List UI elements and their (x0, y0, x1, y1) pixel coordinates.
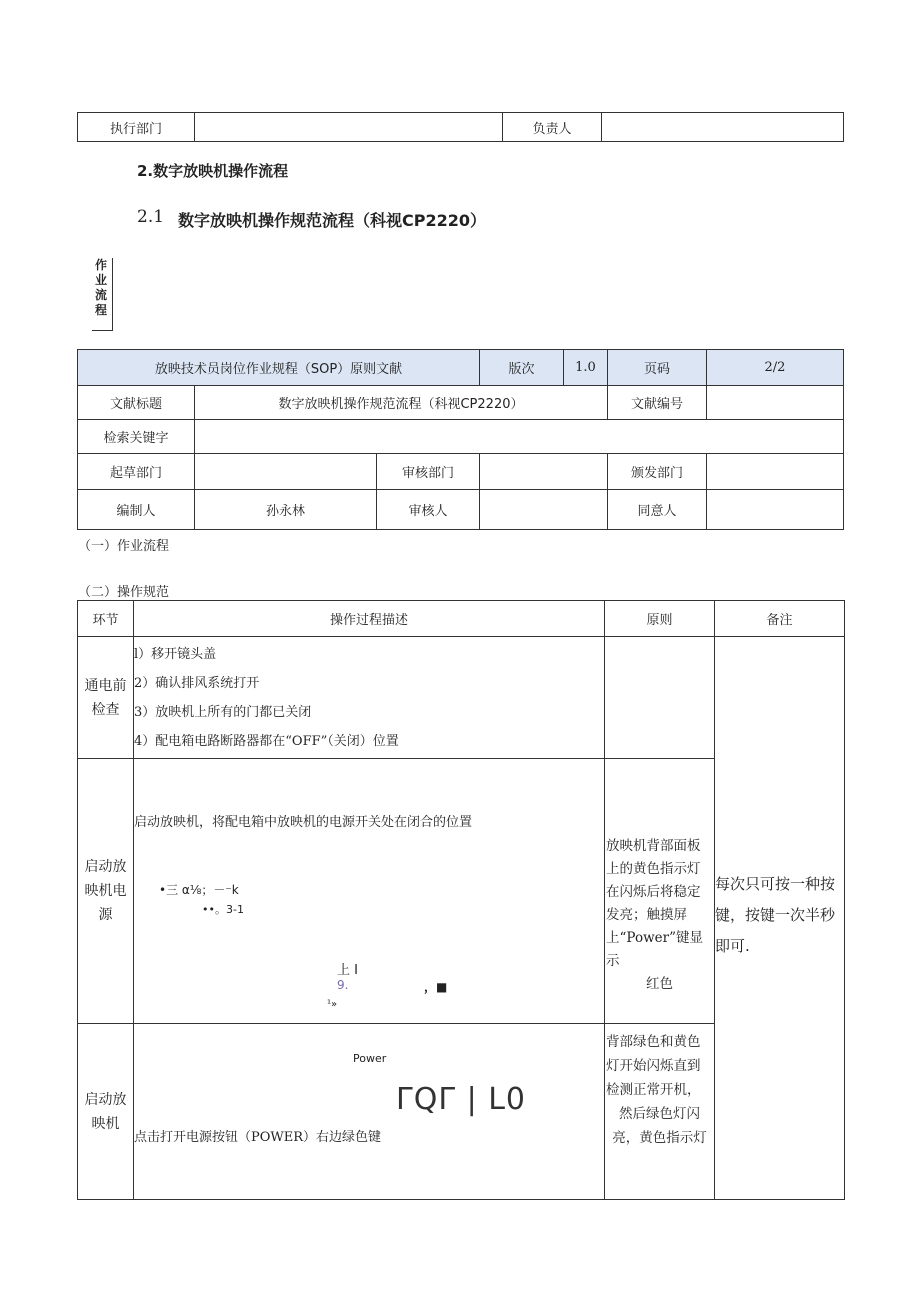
version-value: 1.0 (564, 350, 608, 386)
doc-no-value (707, 386, 844, 420)
side-label-box (92, 258, 113, 331)
section-2-title: （二）操作规范 (78, 585, 170, 600)
row1-item: 2）确认排风系统打开 (134, 676, 260, 691)
row1-item: 4）配电箱电路断路器都在“OFF”（关闭）位置 (134, 734, 399, 749)
exec-dept-value (195, 113, 503, 142)
note-text: 每次只可按一种按键，按键一次半秒即可. (715, 875, 836, 955)
owner-value (602, 113, 844, 142)
page-label: 页码 (608, 350, 707, 386)
header-principle: 原则 (605, 601, 715, 637)
reviewer-label: 审核人 (377, 490, 480, 530)
row2-garble-3: 上 I (337, 963, 358, 978)
draft-dept-label: 起草部门 (78, 454, 195, 490)
row2-step: 启动放映机电源 (78, 759, 134, 1024)
row1-desc (134, 637, 605, 759)
row2-principle (605, 759, 715, 1024)
review-dept-label: 审核部门 (377, 454, 480, 490)
row1-principle (605, 637, 715, 759)
row2-principle-text: 放映机背部面板上的黄色指示灯在闪烁后将稳定发亮；触摸屏上“Power”键显示 (606, 838, 703, 969)
header-desc: 操作过程描述 (134, 601, 605, 637)
top-table (77, 112, 844, 142)
approver-value (707, 490, 844, 530)
row3-desc (134, 1024, 605, 1200)
note-cell (715, 637, 845, 1200)
row2-principle-tail: 红色 (646, 976, 673, 992)
row3-power-label: Power (353, 1052, 387, 1065)
owner-label: 负责人 (503, 113, 602, 142)
approver-label: 同意人 (608, 490, 707, 530)
keyword-value (195, 420, 844, 454)
editor-value: 孙永林 (195, 490, 377, 530)
row3-power-logo: ΓQΓ | L0 (396, 1082, 527, 1117)
row3-principle-line: 灯开始闪烁直到 (606, 1058, 701, 1074)
row2-garble-4: 9. (337, 978, 349, 992)
reviewer-value (480, 490, 608, 530)
header-note: 备注 (715, 601, 845, 637)
row2-garble-5: ，■ (424, 980, 448, 994)
keyword-label: 检索关键字 (78, 420, 195, 454)
row1-step: 通电前检查 (78, 637, 134, 759)
doc-type: 放映技术员岗位作业规程（SOP）原则文献 (78, 350, 480, 386)
header-step: 环节 (78, 601, 134, 637)
heading-sub-text: 数字放映机操作规范流程（科视CP2220） (178, 211, 487, 230)
issue-dept-value (707, 454, 844, 490)
review-dept-value (480, 454, 608, 490)
heading-main: 2.数字放映机操作流程 (137, 162, 289, 180)
row1-item: 3）放映机上所有的门都已关闭 (134, 705, 312, 720)
row2-garble-2: ••。3-1 (202, 903, 244, 916)
row3-principle-line: 背部绿色和黄色 (606, 1034, 701, 1050)
row3-principle-line: 检测正常开机， (606, 1082, 701, 1098)
row3-principle (605, 1024, 715, 1200)
row1-item: l）移开镜头盖 (134, 647, 217, 662)
exec-dept-label: 执行部门 (78, 113, 195, 142)
doc-no-label: 文献编号 (608, 386, 707, 420)
issue-dept-label: 颁发部门 (608, 454, 707, 490)
title-label: 文献标题 (78, 386, 195, 420)
heading-sub-num: 2.1 (137, 207, 165, 227)
info-table (77, 349, 844, 530)
row3-step: 启动放映机 (78, 1024, 134, 1200)
row2-desc-text: 启动放映机，将配电箱中放映机的电源开关处在闭合的位置 (134, 815, 473, 830)
row3-principle-line: 亮，黄色指示灯 (612, 1130, 707, 1146)
row3-desc-text: 点击打开电源按钮（POWER）右边绿色键 (134, 1130, 382, 1145)
ops-table (77, 600, 845, 1200)
editor-label: 编制人 (78, 490, 195, 530)
row2-garble-1: •三 α⅛；－⁻k (159, 883, 239, 897)
draft-dept-value (195, 454, 377, 490)
row2-garble-6: ¹» (327, 999, 338, 1010)
row3-principle-line: 然后绿色灯闪 (619, 1106, 700, 1122)
page-value: 2/2 (707, 350, 844, 386)
section-1-title: （一）作业流程 (78, 539, 170, 554)
version-label: 版次 (480, 350, 564, 386)
title-value: 数字放映机操作规范流程（科视CP2220） (195, 386, 608, 420)
row2-desc (134, 759, 605, 1024)
side-label: 作业流程 (95, 258, 108, 317)
